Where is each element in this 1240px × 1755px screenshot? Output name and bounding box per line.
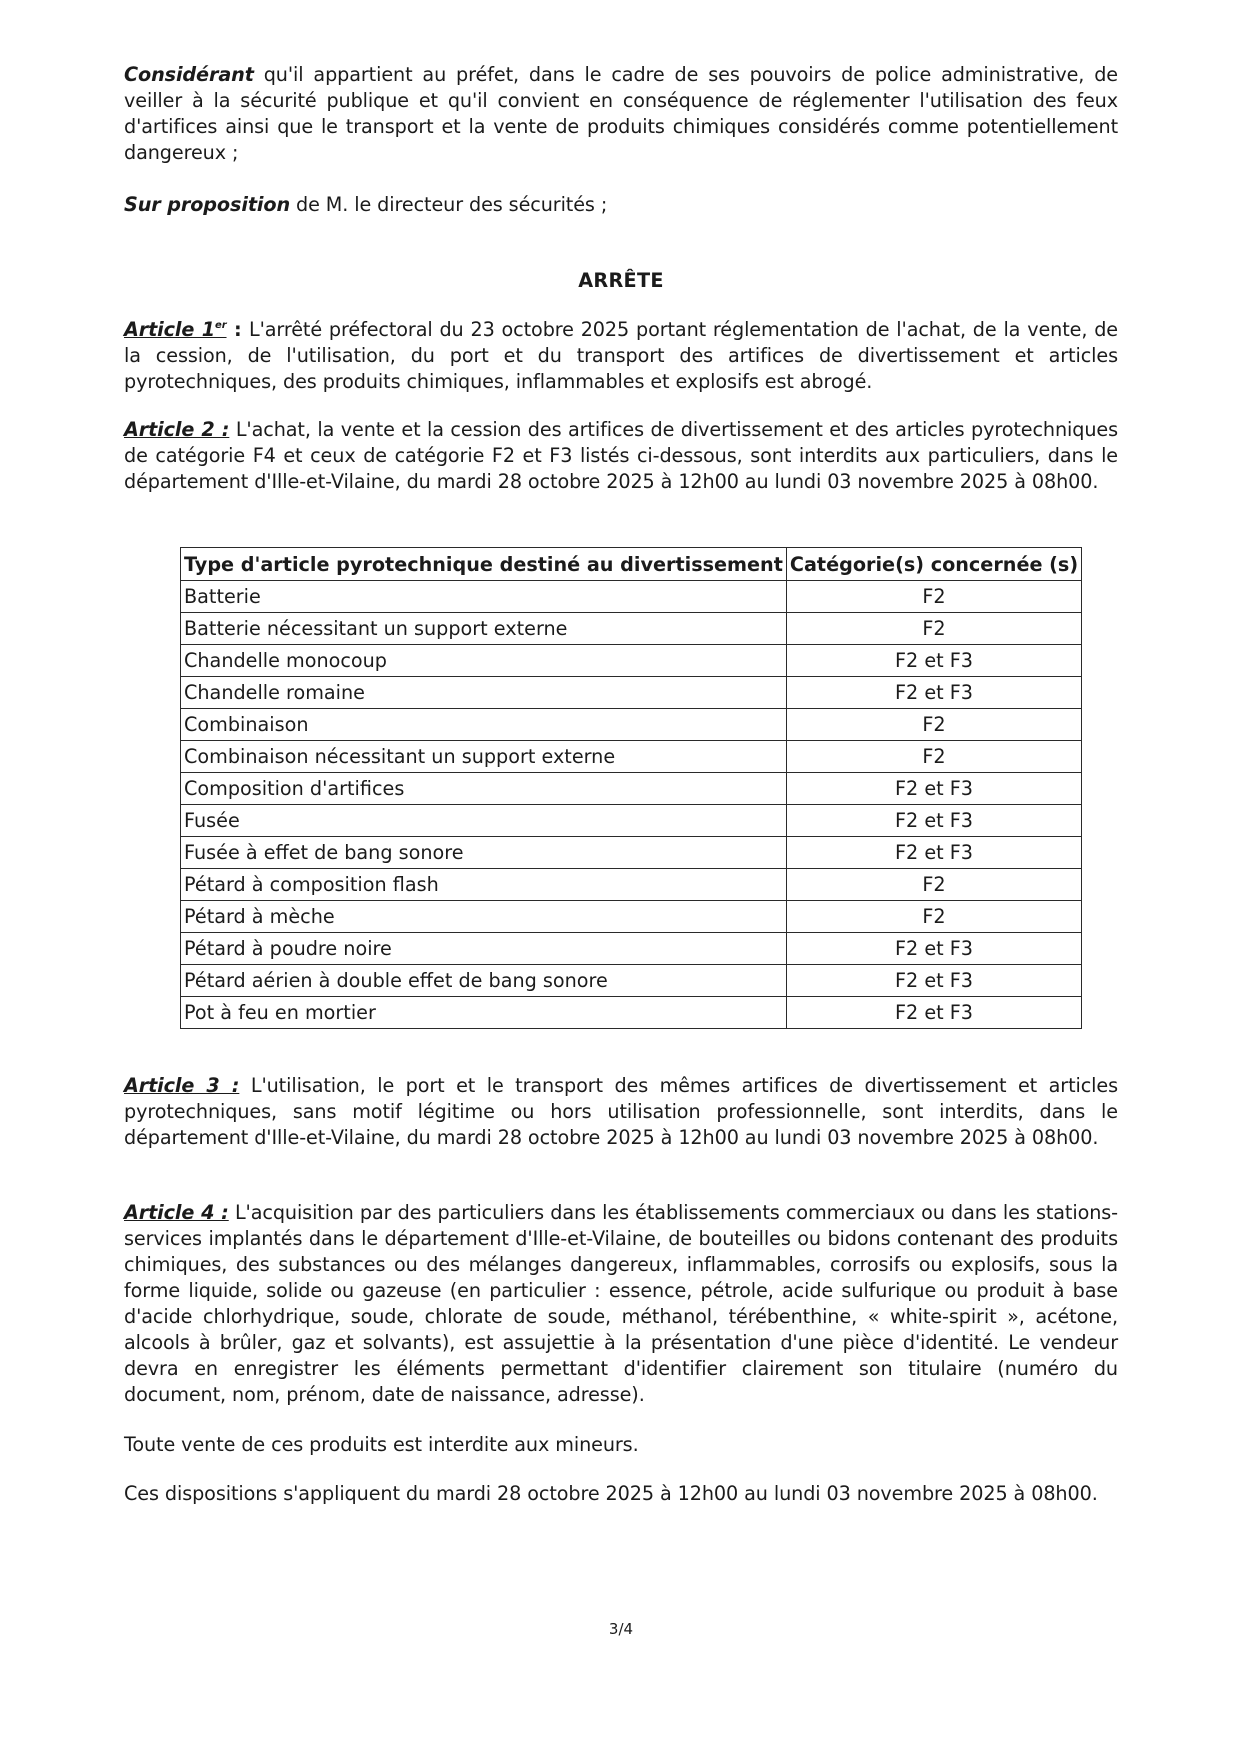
article-category: F2 bbox=[786, 613, 1081, 645]
table-row bbox=[181, 709, 1082, 741]
article-3-text: L'utilisation, le port et le transport des mêmes artifices de divertissement et articles pyrotechniques, sans motif légitime ou hors utilisation professionnelle, sont interdits, dans le département d'Ille-et-Vilaine, du mardi 28 octobre 2025 à 12h00 au lundi 03 novembre 2025 à 08h00. bbox=[124, 1074, 1118, 1149]
table-row bbox=[181, 741, 1082, 773]
minors-prohibition: Toute vente de ces produits est interdite aux mineurs. bbox=[124, 1433, 639, 1456]
article-type: Combinaison bbox=[181, 709, 787, 741]
table-header-row bbox=[181, 548, 1082, 581]
table-row bbox=[181, 901, 1082, 933]
article-type: Pétard à poudre noire bbox=[181, 933, 787, 965]
proposition-lead: Sur proposition bbox=[124, 193, 291, 216]
table-row bbox=[181, 805, 1082, 837]
article-type: Pot à feu en mortier bbox=[181, 997, 787, 1029]
table-row bbox=[181, 933, 1082, 965]
table-row bbox=[181, 677, 1082, 709]
application-dates: Ces dispositions s'appliquent du mardi 28 octobre 2025 à 12h00 au lundi 03 novembre 2025 à 08h00. bbox=[124, 1482, 1098, 1505]
table-row bbox=[181, 613, 1082, 645]
table-header-category: Catégorie(s) concernée (s) bbox=[786, 548, 1081, 581]
article-type: Pétard à mèche bbox=[181, 901, 787, 933]
article-category: F2 et F3 bbox=[786, 933, 1081, 965]
article-4-label: Article 4 : bbox=[124, 1201, 229, 1224]
table-row bbox=[181, 997, 1082, 1029]
considerant-paragraph bbox=[124, 62, 1118, 166]
proposition-paragraph bbox=[124, 192, 1118, 218]
article-type: Fusée bbox=[181, 805, 787, 837]
article-category: F2 et F3 bbox=[786, 773, 1081, 805]
article-4-text: L'acquisition par des particuliers dans les établissements commerciaux ou dans les stations-services implantés dans le département d'Ille-et-Vilaine, de bouteilles ou bidons contenant des produits chimiques, des substances ou des mélanges dangereux, inflammables, corrosifs ou explosifs, sous la forme liquide, solide ou gazeuse (en particulier : essence, pétrole, acide sulfurique ou produit à base d'acide chlorhydrique, soude, chlorate de soude, méthanol, térébenthine, « white-spirit », acétone, alcools à brûler, gaz et solvants), est assujettie à la présentation d'une pièce d'identité. Le vendeur devra en enregistrer les éléments permettant d'identifier clairement son titulaire (numéro du document, nom, prénom, date de naissance, adresse). bbox=[124, 1201, 1118, 1406]
article-type: Combinaison nécessitant un support externe bbox=[181, 741, 787, 773]
article-2 bbox=[124, 417, 1118, 495]
article-type: Chandelle monocoup bbox=[181, 645, 787, 677]
article-type: Composition d'artifices bbox=[181, 773, 787, 805]
article-1 bbox=[124, 317, 1118, 395]
article-category: F2 bbox=[786, 901, 1081, 933]
table-row bbox=[181, 773, 1082, 805]
article-category: F2 et F3 bbox=[786, 805, 1081, 837]
article-1-text: L'arrêté préfectoral du 23 octobre 2025 portant réglementation de l'achat, de la vente, de la cession, de l'utilisation, du port et du transport des artifices de divertissement et articles pyrotechniques, des produits chimiques, inflammables et explosifs est abrogé. bbox=[124, 318, 1118, 393]
article-2-text: L'achat, la vente et la cession des artifices de divertissement et des articles pyrotechniques de catégorie F4 et ceux de catégorie F2 et F3 listés ci-dessous, sont interdits aux particuliers, dans le département d'Ille-et-Vilaine, du mardi 28 octobre 2025 à 12h00 au lundi 03 novembre 2025 à 08h00. bbox=[124, 418, 1119, 493]
article-4 bbox=[124, 1200, 1118, 1408]
table-row bbox=[181, 581, 1082, 613]
article-category: F2 bbox=[786, 709, 1081, 741]
article-category: F2 et F3 bbox=[786, 837, 1081, 869]
article-category: F2 et F3 bbox=[786, 997, 1081, 1029]
considerant-lead: Considérant bbox=[124, 63, 254, 86]
article-category: F2 bbox=[786, 581, 1081, 613]
article-1-separator: : bbox=[226, 318, 249, 341]
page-number: 3/4 bbox=[608, 1620, 634, 1638]
pyrotechnic-articles-table bbox=[180, 547, 1082, 1029]
considerant-text: qu'il appartient au préfet, dans le cadre de ses pouvoirs de police administrative, de veiller à la sécurité publique et qu'il convient en conséquence de réglementer l'utilisation des feux d'artifices ainsi que le transport et la vente de produits chimiques considérés comme potentiellement dangereux ; bbox=[124, 63, 1118, 164]
article-3 bbox=[124, 1073, 1118, 1151]
article-type: Pétard à composition flash bbox=[181, 869, 787, 901]
article-1-label: Article 1er bbox=[124, 318, 227, 341]
article-category: F2 et F3 bbox=[786, 965, 1081, 997]
article-category: F2 et F3 bbox=[786, 645, 1081, 677]
article-type: Batterie bbox=[181, 581, 787, 613]
article-type: Fusée à effet de bang sonore bbox=[181, 837, 787, 869]
article-2-label: Article 2 : bbox=[124, 418, 230, 441]
table-header-type: Type d'article pyrotechnique destiné au divertissement bbox=[181, 548, 787, 581]
article-category: F2 et F3 bbox=[786, 677, 1081, 709]
proposition-text: de M. le directeur des sécurités ; bbox=[290, 193, 608, 216]
article-type: Chandelle romaine bbox=[181, 677, 787, 709]
table-row bbox=[181, 869, 1082, 901]
article-category: F2 bbox=[786, 869, 1081, 901]
article-type: Batterie nécessitant un support externe bbox=[181, 613, 787, 645]
article-type: Pétard aérien à double effet de bang sonore bbox=[181, 965, 787, 997]
table-row bbox=[181, 837, 1082, 869]
decree-heading: ARRÊTE bbox=[578, 269, 664, 292]
article-category: F2 bbox=[786, 741, 1081, 773]
article-3-label: Article 3 : bbox=[124, 1074, 240, 1097]
table-row bbox=[181, 645, 1082, 677]
table-row bbox=[181, 965, 1082, 997]
